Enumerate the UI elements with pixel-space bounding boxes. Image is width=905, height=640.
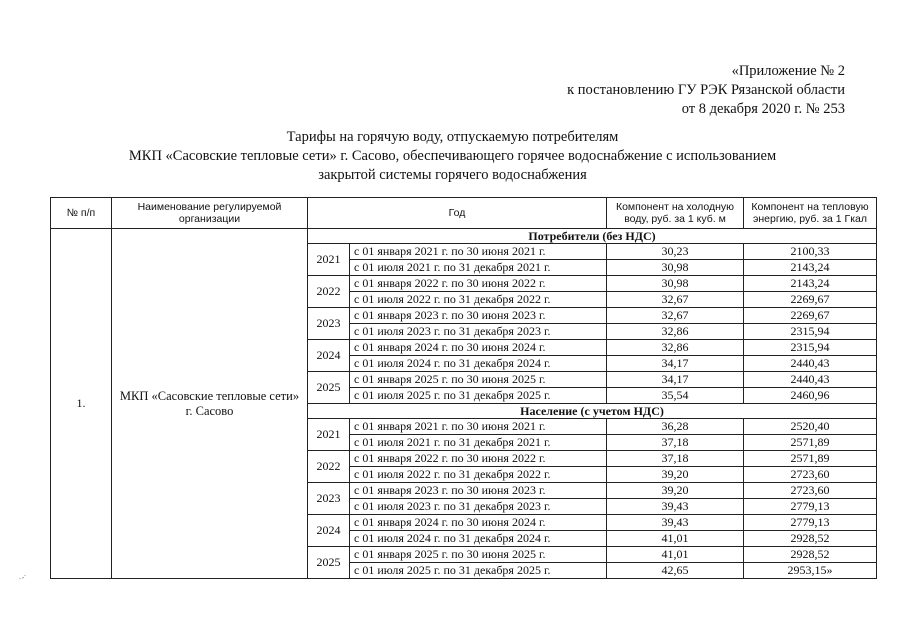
title-line-1: Тарифы на горячую воду, отпускаемую потребителям: [286, 129, 619, 145]
cold-water-cell: 30,23: [607, 244, 744, 260]
heat-energy-cell: 2928,52: [744, 547, 877, 563]
period-cell: с 01 июля 2024 г. по 31 декабря 2024 г.: [350, 531, 607, 547]
period-cell: с 01 июля 2022 г. по 31 декабря 2022 г.: [350, 292, 607, 308]
cold-water-cell: 34,17: [607, 356, 744, 372]
period-cell: с 01 января 2022 г. по 30 июня 2022 г.: [350, 451, 607, 467]
period-cell: с 01 января 2022 г. по 30 июня 2022 г.: [350, 276, 607, 292]
period-cell: с 01 июля 2023 г. по 31 декабря 2023 г.: [350, 324, 607, 340]
cold-water-cell: 32,67: [607, 308, 744, 324]
heat-energy-cell: 2928,52: [744, 531, 877, 547]
row-number: 1.: [51, 229, 112, 579]
title-line-2: МКП «Сасовские тепловые сети» г. Сасово, обеспечивающего горячее водоснабжение с использованием: [128, 148, 777, 164]
year-cell: 2021: [308, 419, 350, 451]
cold-water-cell: 32,67: [607, 292, 744, 308]
heat-energy-cell: 2269,67: [744, 292, 877, 308]
section-title: Население (с учетом НДС): [308, 404, 877, 419]
header-year: Год: [308, 198, 607, 229]
cold-water-cell: 32,86: [607, 324, 744, 340]
header-cold: Компонент на холодную воду, руб. за 1 куб. м: [607, 198, 744, 229]
cold-water-cell: 30,98: [607, 260, 744, 276]
period-cell: с 01 января 2023 г. по 30 июня 2023 г.: [350, 483, 607, 499]
cold-water-cell: 32,86: [607, 340, 744, 356]
title-line-3: закрытой системы горячего водоснабжения: [318, 167, 587, 183]
heat-energy-cell: 2571,89: [744, 435, 877, 451]
heat-energy-cell: 2100,33: [744, 244, 877, 260]
heat-energy-cell: 2143,24: [744, 260, 877, 276]
heat-energy-cell: 2440,43: [744, 356, 877, 372]
year-cell: 2024: [308, 515, 350, 547]
section-row: [51, 229, 877, 244]
period-cell: с 01 января 2021 г. по 30 июня 2021 г.: [350, 419, 607, 435]
year-cell: 2022: [308, 276, 350, 308]
appendix-line-1: «Приложение № 2: [731, 63, 845, 79]
organization-name: МКП «Сасовские тепловые сети» г. Сасово: [112, 229, 308, 579]
year-cell: 2025: [308, 372, 350, 404]
year-cell: 2024: [308, 340, 350, 372]
cold-water-cell: 39,20: [607, 467, 744, 483]
document-title: [0, 128, 905, 185]
scan-mark: ·‐·: [16, 570, 29, 584]
header-heat: Компонент на тепловую энергию, руб. за 1 Гкал: [744, 198, 877, 229]
heat-energy-cell: 2460,96: [744, 388, 877, 404]
cold-water-cell: 41,01: [607, 547, 744, 563]
year-cell: 2023: [308, 483, 350, 515]
heat-energy-cell: 2143,24: [744, 276, 877, 292]
period-cell: с 01 июля 2022 г. по 31 декабря 2022 г.: [350, 467, 607, 483]
heat-energy-cell: 2315,94: [744, 340, 877, 356]
header-org: Наименование регулируемой организации: [112, 198, 308, 229]
period-cell: с 01 июля 2024 г. по 31 декабря 2024 г.: [350, 356, 607, 372]
period-cell: с 01 января 2025 г. по 30 июня 2025 г.: [350, 547, 607, 563]
heat-energy-cell: 2571,89: [744, 451, 877, 467]
heat-energy-cell: 2779,13: [744, 499, 877, 515]
header-num: № п/п: [51, 198, 112, 229]
cold-water-cell: 41,01: [607, 531, 744, 547]
period-cell: с 01 января 2024 г. по 30 июня 2024 г.: [350, 340, 607, 356]
tariff-table: [50, 197, 877, 579]
heat-energy-cell: 2440,43: [744, 372, 877, 388]
year-cell: 2021: [308, 244, 350, 276]
heat-energy-cell: 2779,13: [744, 515, 877, 531]
table-body: [51, 229, 877, 579]
period-cell: с 01 июля 2025 г. по 31 декабря 2025 г.: [350, 388, 607, 404]
section-title: Потребители (без НДС): [308, 229, 877, 244]
period-cell: с 01 июля 2021 г. по 31 декабря 2021 г.: [350, 435, 607, 451]
cold-water-cell: 36,28: [607, 419, 744, 435]
cold-water-cell: 42,65: [607, 563, 744, 579]
appendix-line-2: к постановлению ГУ РЭК Рязанской области: [567, 82, 845, 98]
cold-water-cell: 37,18: [607, 435, 744, 451]
period-cell: с 01 января 2023 г. по 30 июня 2023 г.: [350, 308, 607, 324]
period-cell: с 01 июля 2025 г. по 31 декабря 2025 г.: [350, 563, 607, 579]
cold-water-cell: 39,20: [607, 483, 744, 499]
period-cell: с 01 июля 2023 г. по 31 декабря 2023 г.: [350, 499, 607, 515]
table-header-row: [51, 198, 877, 229]
period-cell: с 01 января 2025 г. по 30 июня 2025 г.: [350, 372, 607, 388]
period-cell: с 01 июля 2021 г. по 31 декабря 2021 г.: [350, 260, 607, 276]
cold-water-cell: 30,98: [607, 276, 744, 292]
cold-water-cell: 37,18: [607, 451, 744, 467]
heat-energy-cell: 2269,67: [744, 308, 877, 324]
cold-water-cell: 34,17: [607, 372, 744, 388]
heat-energy-cell: 2520,40: [744, 419, 877, 435]
year-cell: 2022: [308, 451, 350, 483]
heat-energy-cell: 2723,60: [744, 467, 877, 483]
year-cell: 2025: [308, 547, 350, 579]
heat-energy-cell: 2953,15»: [744, 563, 877, 579]
period-cell: с 01 января 2021 г. по 30 июня 2021 г.: [350, 244, 607, 260]
cold-water-cell: 35,54: [607, 388, 744, 404]
appendix-line-3: от 8 декабря 2020 г. № 253: [681, 101, 845, 117]
cold-water-cell: 39,43: [607, 515, 744, 531]
heat-energy-cell: 2315,94: [744, 324, 877, 340]
appendix-header: [567, 62, 845, 119]
year-cell: 2023: [308, 308, 350, 340]
period-cell: с 01 января 2024 г. по 30 июня 2024 г.: [350, 515, 607, 531]
heat-energy-cell: 2723,60: [744, 483, 877, 499]
cold-water-cell: 39,43: [607, 499, 744, 515]
